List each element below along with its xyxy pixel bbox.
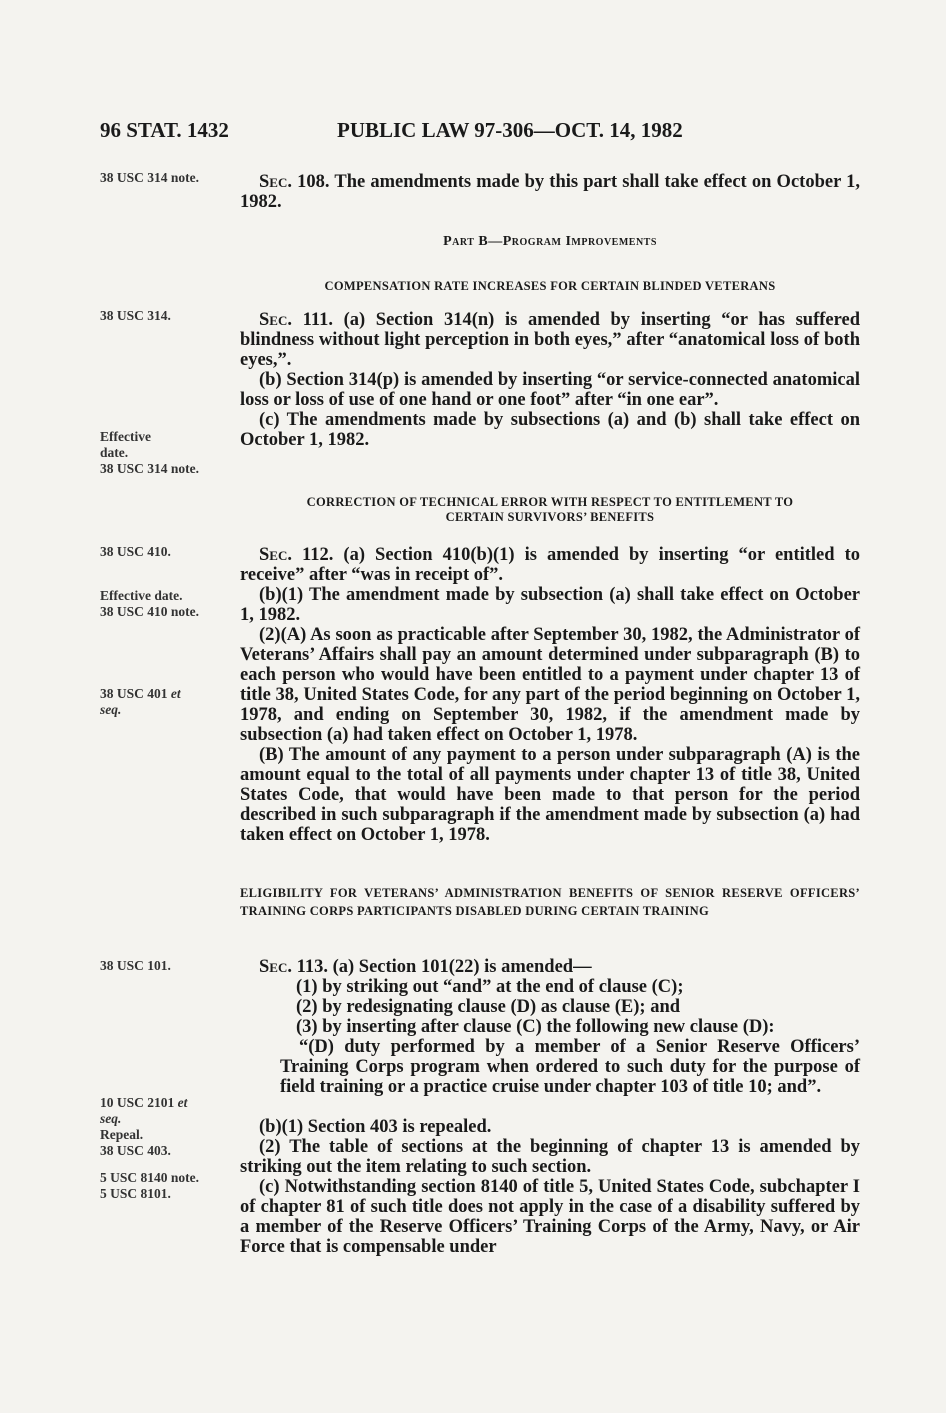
list-item: (1) by striking out “and” at the end of clause (C); xyxy=(296,977,684,997)
list-item: (3) by inserting after clause (C) the following new clause (D): xyxy=(296,1017,775,1037)
margin-note xyxy=(100,429,235,477)
margin-line: 5 USC 8140 note. xyxy=(100,1170,200,1185)
margin-line: 38 USC 314 note. xyxy=(100,461,200,476)
margin-note: 38 USC 101. xyxy=(100,958,171,973)
page-header xyxy=(100,118,860,152)
section-heading: CORRECTION OF TECHNICAL ERROR WITH RESPECT TO ENTITLEMENT TO CERTAIN SURVIVORS’ BENEFITS xyxy=(306,495,794,524)
margin-line: 5 USC 8101. xyxy=(100,1186,171,1201)
margin-note xyxy=(100,1095,235,1159)
sec-113-continued: (b)(1) Section 403 is repealed. (2) The table of sections at the beginning of chapter 13 is amended by striking out the item relating to such section. (c) Notwithstanding section 8140 of title 5, United States Code, subchapter I of chapter 81 of such title does not apply in the case of a disability suffered by a member of the Reserve Officers’ Training Corps of the Army, Navy, or Air Force that is compensable under xyxy=(240,1117,860,1257)
margin-line: Effective date. xyxy=(100,588,183,603)
margin-note xyxy=(100,588,235,620)
margin-note xyxy=(100,1170,235,1202)
stat-page-number: 96 STAT. 1432 xyxy=(100,118,229,142)
margin-line: Repeal. xyxy=(100,1127,144,1142)
margin-line: 38 USC 401 et xyxy=(100,686,181,701)
section-heading: ELIGIBILITY FOR VETERANS’ ADMINISTRATION BENEFITS OF SENIOR RESERVE OFFICERS’ TRAINING CORPS PARTICIPANTS DISABLED DURING CERTAIN TRAINING xyxy=(240,886,860,918)
margin-note: 38 USC 410. xyxy=(100,544,171,559)
sec-113: Sec. 113. (a) Section 101(22) is amended— xyxy=(259,957,592,977)
sec-111: Sec. 111. (a) Section 314(n) is amended by inserting “or has suffered blindness without light perception in both eyes,” after “anatomical loss of both eyes,”. (b) Section 314(p) is amended by inserting “or service-connected anatomical loss or loss of use of one hand or one foot” after “in one ear”. (c) The amendments made by subsections (a) and (b) shall take effect on October 1, 1982. xyxy=(240,310,860,450)
margin-line: seq. xyxy=(100,1111,122,1126)
margin-note: 38 USC 314 note. xyxy=(100,170,200,185)
margin-line: 38 USC 410 note. xyxy=(100,604,200,619)
margin-note xyxy=(100,686,235,718)
sec-112: Sec. 112. (a) Section 410(b)(1) is amended by inserting “or entitled to receive” after “was in receipt of”. (b)(1) The amendment made by subsection (a) shall take effect on October 1, 1982. (2)(A) As soon as practicable after September 30, 1982, the Administrator of Veterans’ Affairs shall pay an amount determined under subparagraph (B) to each person who would have been entitled to a payment under chapter 13 of title 38, United States Code, for any part of the period beginning on October 1, 1978, and ending on September 30, 1982, if the amendment made by subsection (a) had taken effect on October 1, 1978. (B) The amount of any payment to a person under subparagraph (A) is the amount equal to the total of all payments under chapter 13 of title 38, United States Code, that would have been made to that person for the period described in such subparagraph if the amendment made by subsection (a) had taken effect on October 1, 1978. xyxy=(240,545,860,845)
list-item: (2) by redesignating clause (D) as clause (E); and xyxy=(296,997,681,1017)
margin-line: Effective xyxy=(100,429,151,444)
margin-line: 10 USC 2101 et xyxy=(100,1095,188,1110)
margin-line: seq. xyxy=(100,702,122,717)
sec-108: Sec. 108. The amendments made by this part shall take effect on October 1, 1982. xyxy=(240,172,860,212)
clause-list xyxy=(296,977,860,1037)
section-heading: COMPENSATION RATE INCREASES FOR CERTAIN BLINDED VETERANS xyxy=(324,279,776,293)
margin-line: 38 USC 403. xyxy=(100,1143,171,1158)
margin-line: date. xyxy=(100,445,129,460)
quoted-clause: “(D) duty performed by a member of a Senior Reserve Officers’ Training Corps program when ordered to such duty for the purpose of field training or a practice cruise under chapter 103 of title 10; and”. xyxy=(280,1037,860,1097)
public-law-title: PUBLIC LAW 97-306—OCT. 14, 1982 xyxy=(337,118,683,142)
part-heading: Part B—Program Improvements xyxy=(443,234,657,249)
margin-note: 38 USC 314. xyxy=(100,308,171,323)
